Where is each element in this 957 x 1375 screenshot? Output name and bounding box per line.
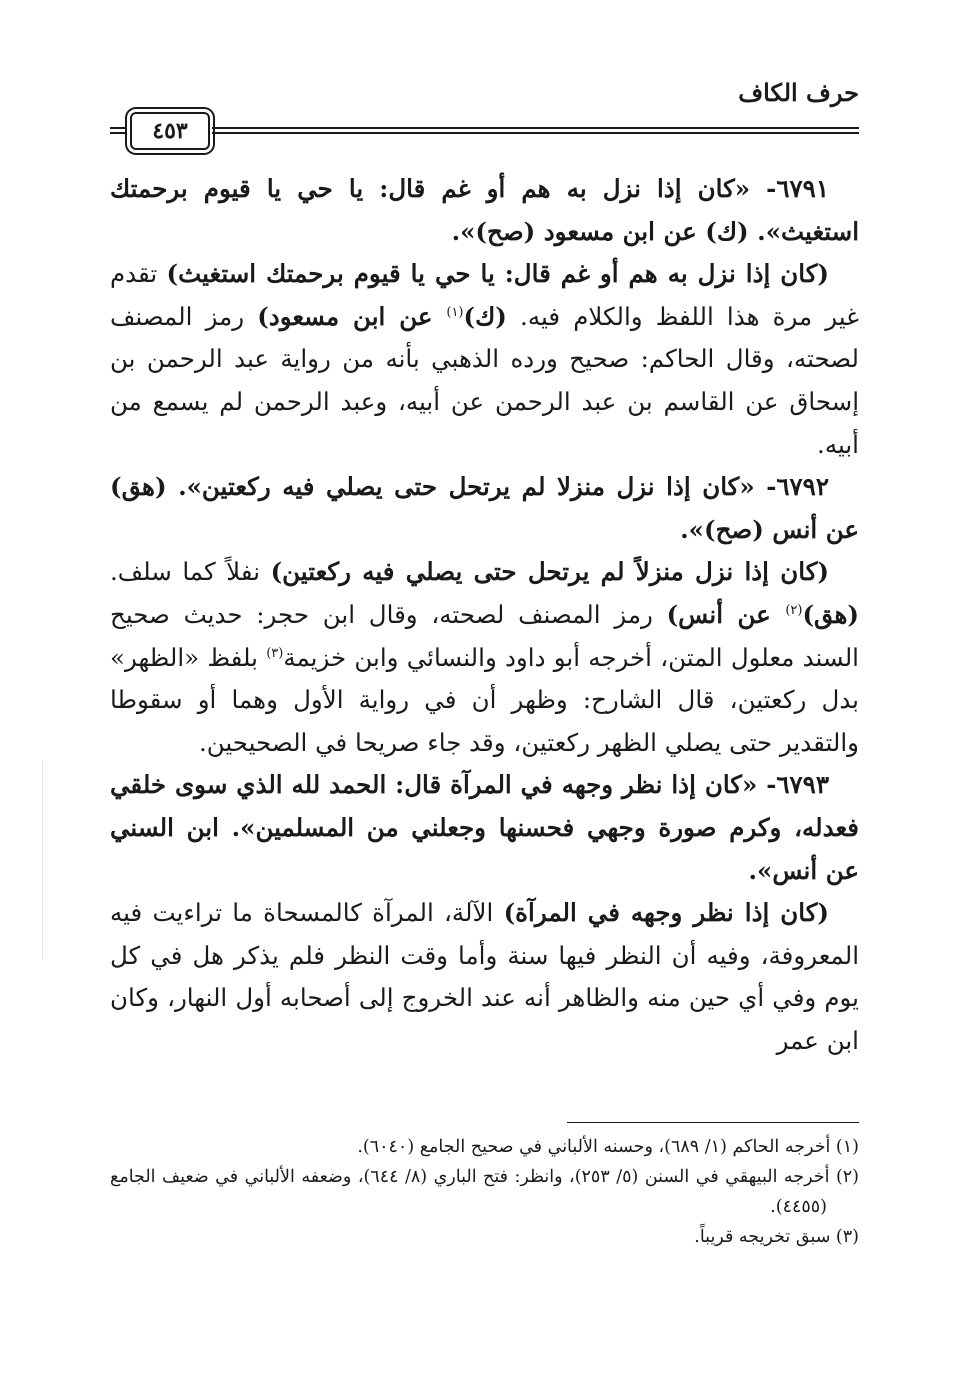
footnote-1: (١) أخرجه الحاكم (١/ ٦٨٩)، وحسنه الألباني في صحيح الجامع (٦٠٤٠). — [357, 1137, 859, 1157]
entry-number: ٦٧٩٣- — [757, 770, 829, 800]
commentary-text: رمز المصنف لصحته، وقال الحاكم: صحيح ورده الذهبي بأنه من رواية عبد الرحمن بن إسحاق عن القاسم بن عبد الرحمن عن أبيه، وعبد الرحمن لم يسمع من أبيه. — [110, 301, 859, 459]
footnote-ref-3[interactable]: (٣) — [266, 645, 284, 661]
narrator: عن أنس) — [666, 599, 786, 629]
hadith-text: «كان إذا نزل به هم أو غم قال: يا حي يا قيوم برحمتك استغيث». (ك) عن ابن مسعود (صح)». — [110, 174, 859, 246]
narrator: عن ابن مسعود) — [257, 301, 447, 331]
hadith-text: «كان إذا نزل منزلا لم يرتحل حتى يصلي فيه ركعتين». (هق) عن أنس (صح)». — [110, 472, 859, 544]
header-rule — [110, 112, 859, 152]
source-code: (هق) — [802, 599, 859, 629]
hadith-entry-6792 — [110, 466, 859, 551]
footnote-2: (٢) أخرجه البيهقي في السنن (٥/ ٢٥٣)، وانظر: فتح الباري (٨/ ٦٤٤)، وضعفه الألباني في ضعيف الجامع (٤٤٥٥). — [110, 1167, 859, 1217]
header-rule-short — [110, 127, 126, 134]
commentary-text: نفلاً كما سلف. — [110, 557, 271, 587]
hadith-text: «كان إذا نظر وجهه في المرآة قال: الحمد لله الذي سوى خلقي فعدله، وكرم صورة وجهي فحسنها وجعلني من المسلمين». ابن السني عن أنس». — [110, 770, 859, 885]
footnote-separator — [567, 1122, 859, 1123]
quoted-hadith: (كان إذا نزل به هم أو غم قال: يا حي يا قيوم برحمتك استغيث) — [166, 259, 830, 289]
quoted-hadith: (كان إذا نظر وجهه في المرآة) — [503, 898, 830, 928]
margin-mark — [42, 760, 43, 960]
footnotes — [110, 1132, 859, 1252]
commentary-text: تقدم غير مرة هذا اللفظ والكلام فيه. — [110, 259, 859, 331]
commentary-6791 — [110, 253, 859, 466]
commentary-6793 — [110, 892, 859, 1062]
source-code: (ك) — [463, 301, 507, 331]
hadith-entry-6793 — [110, 764, 859, 892]
commentary-6792 — [110, 551, 859, 764]
footnote-ref-2[interactable]: (٢) — [785, 602, 803, 618]
commentary-text: بلفظ «الظهر» بدل ركعتين، قال الشارح: وظهر أن في رواية الأول وهما أو سقوطا والتقدير حتى يصلي الظهر ركعتين، وقد جاء صريحا في الصحيحين. — [110, 642, 859, 757]
footnote-ref-1[interactable]: (١) — [446, 304, 464, 320]
entry-number: ٦٧٩١- — [750, 174, 829, 203]
footnote-3: (٣) سبق تخريجه قريباً. — [694, 1227, 859, 1247]
commentary-text: الآلة، المرآة كالمسحاة ما تراءيت فيه المعروفة، وفيه أن النظر فيها سنة وأما وقت النظر فلم يذكر هل في كل يوم وفي أي حين منه والظاهر أنه عند الخروج إلى أصحابه أول النهار، وكان ابن عمر — [110, 898, 859, 1055]
hadith-entry-6791 — [110, 168, 859, 253]
page-number: ٤٥٣ — [130, 112, 210, 150]
entry-number: ٦٧٩٢- — [754, 472, 829, 502]
main-text — [110, 168, 859, 1062]
quoted-hadith: (كان إذا نزل منزلاً لم يرتحل حتى يصلي فيه ركعتين) — [270, 557, 829, 587]
commentary-text: رمز المصنف لصحته، وقال ابن حجر: حديث صحيح السند معلول المتن، أخرجه أبو داود والنسائي وابن خزيمة — [110, 599, 859, 672]
running-head: حرف الكاف — [738, 78, 859, 107]
header-rule-long — [212, 127, 859, 134]
